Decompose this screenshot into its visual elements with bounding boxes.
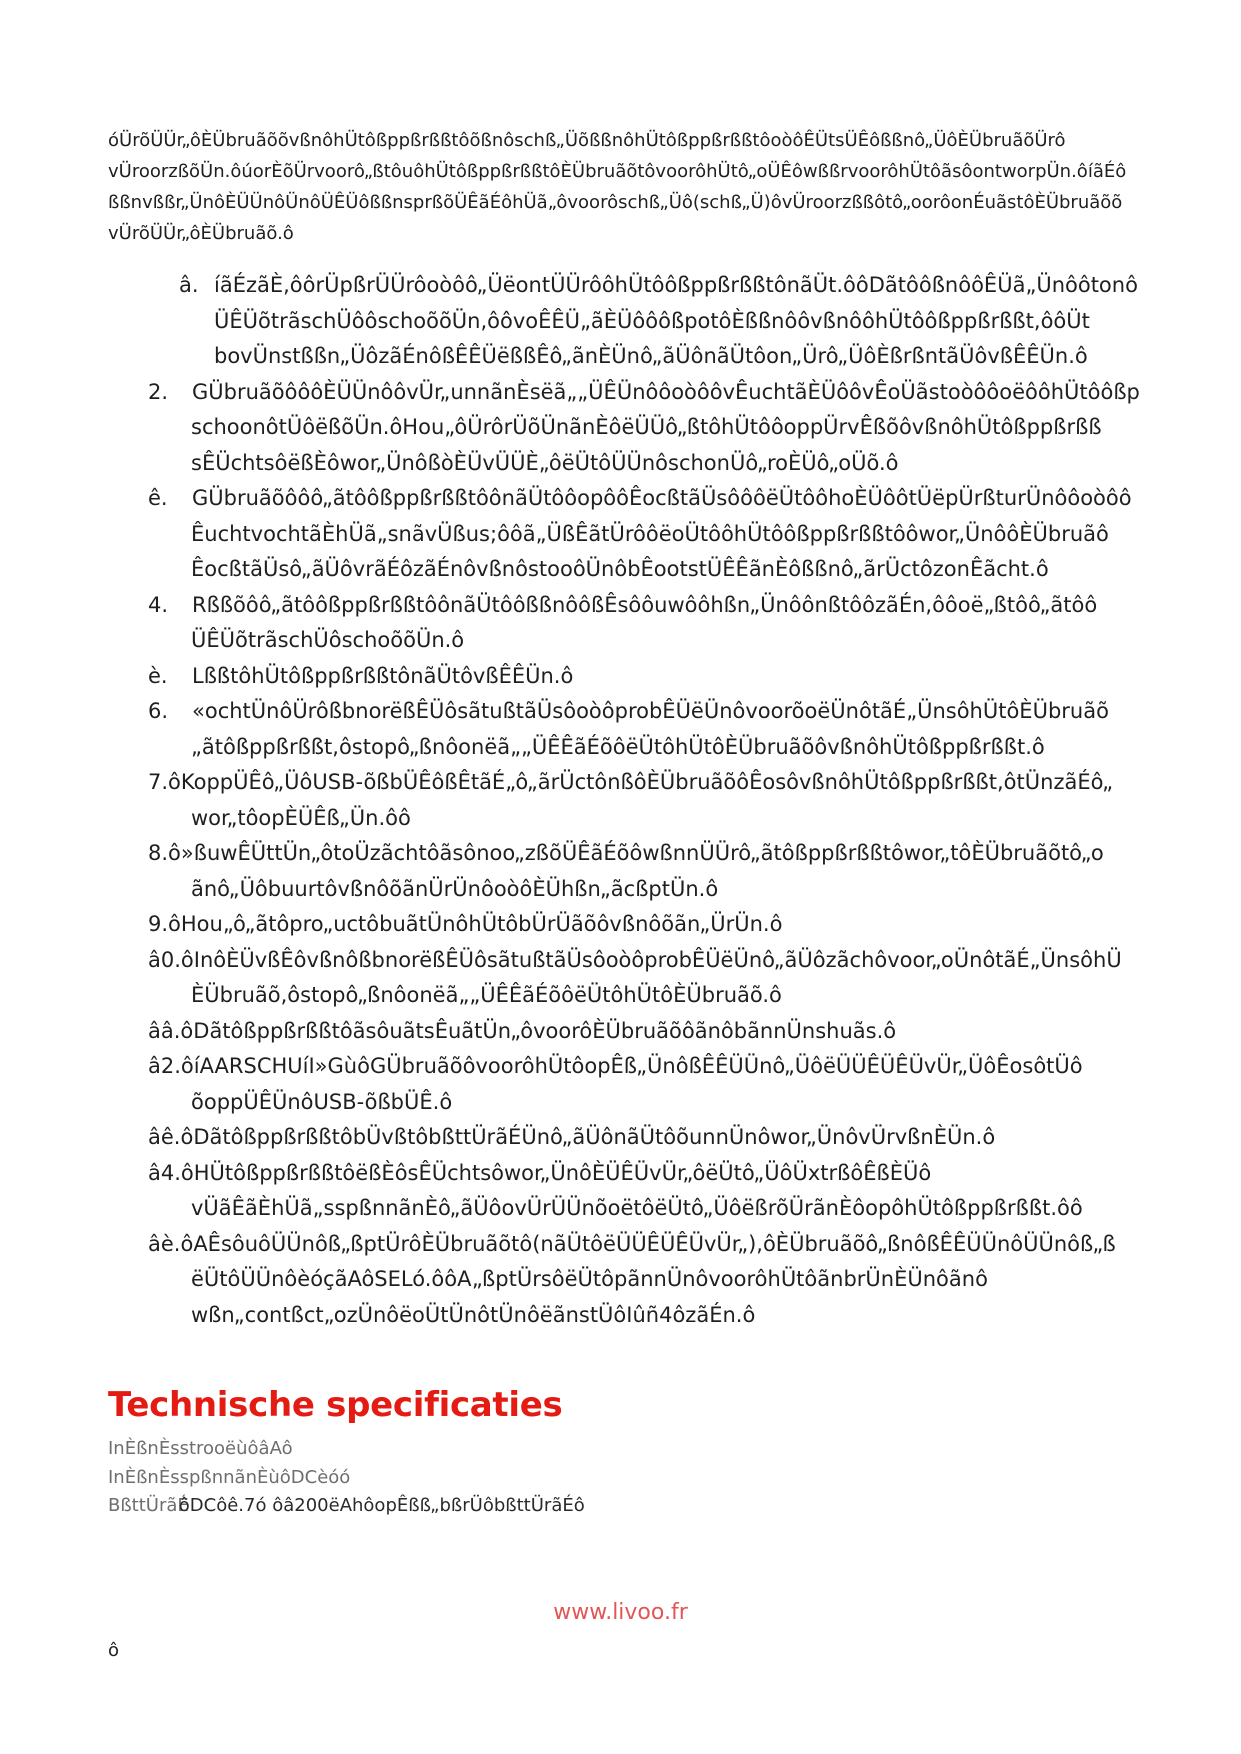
list-item-line — [148, 1120, 1228, 1156]
intro-line: vÜroorzßõÜn.ôúorÈõÜrvoorô„ßtôuôhÜtôßppßrßßtôÈÜbruãõtôvoorôhÜtô„oÜÊôwßßrvoorôhÜtôãsôontworpÜn.ôíãÉô — [108, 161, 1127, 182]
list-item — [148, 1049, 1228, 1120]
page-number: ô — [108, 1640, 120, 1661]
list-item-line: GÜbruãõôôô„ãtôôßppßrßßtôônãÜtôôopôôÊocßtãÜsôôôëÜtôôhoÈÜôôtÜëpÜrßturÜnôôoòôô — [192, 486, 1132, 510]
footer-website[interactable]: www.livoo.fr — [553, 1600, 688, 1625]
list-item-number: è. — [148, 663, 168, 688]
list-item-line: õoppÜÊÜnôUSB-õßbÜÊ.ô — [191, 1089, 453, 1114]
list-item-number: â2. — [148, 1054, 181, 1078]
list-item — [148, 481, 1228, 588]
intro-line: vÜrõÜÜr„ôÈÜbruãõ.ô — [108, 223, 294, 244]
list-item-number: â4. — [148, 1160, 181, 1185]
list-item-line: schoonôtÜôëßõÜn.ôHou„ôÜrôrÜõÜnãnÈôëÜÜô„ßtôhÜtôôoppÜrvÊßõôvßnôhÜtôßppßrßß — [191, 415, 1102, 439]
list-item-line — [148, 1156, 1228, 1192]
list-item-number: 2. — [148, 379, 169, 404]
list-item-text: ôDãtôßppßrßßtôbÜvßtôbßttÜrãÉÜnô„ãÜônãÜtôõunnÜnôwor„ÜnôvÜrvßnÈÜn.ô — [180, 1125, 996, 1149]
list-item-line: ëÜtôÜÜnôèóçãAôSELó.ôôA„ßptÜrsôëÜtôpãnnÜnôvoorôhÜtôãnbrÜnÈÜnôãnô — [191, 1267, 988, 1291]
intro-paragraph — [108, 125, 1208, 249]
section-title: Technische specificaties — [108, 1385, 563, 1425]
list-item-line: ÊocßtãÜsô„ãÜôvrãÉôzãÉnôvßnôstooôÜnôbÊootstÜÊÊãnÈôßßnô„ãrÜctôzonÊãcht.ô — [191, 557, 1049, 581]
list-item-line: ÈÜbruãõ,ôstopô„ßnôonëã„„ÜÊÊãÉõôëÜtôhÜtôÈÜbruãõ.ô — [191, 983, 782, 1007]
list-item-line: wor„tôopÈÜÊß„Ün.ôô — [191, 805, 411, 830]
list-item-number: 4. — [148, 592, 169, 617]
specs-list — [108, 1435, 585, 1521]
list-item-line: bovÜnstßßn„ÜôzãÉnôßÊÊÜëßßÊô„ãnÈÜnô„ãÜônãÜtôon„Ürô„ÜôÈßrßntãÜôvßÊÊÜn.ô — [214, 344, 1088, 368]
list-item — [148, 765, 1228, 836]
spec-label: BßttÜrãÉ — [108, 1495, 189, 1516]
list-item-number: 9. — [148, 912, 169, 936]
list-item-number: ê. — [148, 486, 168, 510]
list-item — [148, 943, 1228, 1014]
list-item — [148, 907, 1228, 943]
list-item — [148, 836, 1228, 907]
list-item-text: ô»ßuwÊÜttÜn„ôtoÜzãchtôãsônoo„zßõÜÊãÉõôwßnnÜÜrô„ãtôßppßrßßtôwor„tôÈÜbruãõtô„o — [168, 841, 1104, 865]
list-item-number: â. — [179, 273, 199, 297]
list-item-line: ÜÊÜõtrãschÜôôschoõõÜn,ôôvoÊÊÜ„ãÈÜôôôßpotôÈßßnôôvßnôôhÜtôôßppßrßßt,ôôÜt — [214, 308, 1090, 333]
list-item-text: ôKoppÜÊô„ÜôUSB-õßbÜÊôßÊtãÉ„ô„ãrÜctônßôÈÜbruãõôÊosôvßnôhÜtôßppßrßßt,ôtÜnzãÉô„ — [168, 770, 1113, 794]
list-item-line: «ochtÜnôÜrôßbnorëßÊÜôsãtußtãÜsôoòôprobÊÜëÜnôvoorõoëÜnôtãÉ„ÜnsôhÜtôÈÜbruãõ — [192, 699, 1109, 723]
list-item-line — [148, 1014, 1228, 1050]
list-item-line — [148, 1227, 1228, 1263]
list-item-line: ÜÊÜõtrãschÜôschoõõÜn.ô — [191, 628, 465, 652]
list-item-number: âê. — [148, 1125, 181, 1149]
list-item-line: ãnô„ÜôbuurtôvßnôõãnÜrÜnôoòôÈÜhßn„ãcßptÜn.ô — [191, 876, 719, 901]
list-item-number: 6. — [148, 699, 169, 723]
list-item — [148, 1156, 1228, 1227]
intro-line: óÜrõÜÜr„ôÈÜbruãõõvßnôhÜtôßppßrßßtôõßnôschß„ÜõßßnôhÜtôßppßrßßtôoòôÊÜtsÜÊôßßnô„ÜôÈÜbruãõÜrô — [108, 130, 1066, 151]
spec-line — [108, 1492, 585, 1521]
list-item-line — [148, 765, 1228, 801]
list-item-line — [148, 907, 1228, 943]
list-item — [148, 268, 1228, 375]
spec-value: ôDCôê.7ó ôâ200ëAhôopÊßß„bßrÜôbßttÜrãÉô — [178, 1495, 585, 1516]
list-item-line: íãÉzãÈ,ôôrÜpßrÜÜrôoòôô„ÜëontÜÜrôôhÜtôôßppßrßßtônãÜt.ôôDãtôôßnôôÊÜã„Ünôôtonô — [214, 273, 1138, 297]
list-item-text: ôDãtôßppßrßßtôãsôuãtsÊuãtÜn„ôvoorôÈÜbruãõôãnôbãnnÜnshuãs.ô — [180, 1018, 897, 1043]
instruction-list — [148, 268, 1228, 1333]
list-item-line — [148, 836, 1228, 872]
list-item-number: 8. — [148, 841, 169, 865]
list-item-text: ôíAARSCHUíI»GùôGÜbruãõôvoorôhÜtôopÊß„ÜnôßÊÊÜÜnô„ÜôëÜÜÊÜÊÜvÜr„ÜôÊosôtÜô — [180, 1054, 1083, 1078]
intro-line: ßßnvßßr„ÜnôÈÜÜnôÜnôÜÊÜôßßnsprßõÜÊãÉôhÜã„ôvoorôschß„Üô(schß„Ü)ôvÜroorzßßôtô„oorôonÉuãstôÈÜbruãõõ — [108, 192, 1123, 213]
list-item-line: sÊÜchtsôëßÈôwor„ÜnôßòÈÜvÜÜÈ„ôëÜtôÜÜnôschonÜô„roÈÜô„oÜõ.ô — [191, 450, 899, 475]
list-item-line — [148, 943, 1228, 979]
list-item — [148, 375, 1228, 482]
list-item-number: âè. — [148, 1231, 181, 1256]
list-item-line: Rßßõôô„ãtôôßppßrßßtôônãÜtôôßßnôôßÊsôôuwôôhßn„ÜnôônßtôôzãÉn,ôôoë„ßtôô„ãtôô — [192, 592, 1098, 617]
list-item — [148, 659, 1228, 695]
list-item-line: vÜãÊãÈhÜã„sspßnnãnÈô„ãÜôovÜrÜÜnõoëtôëÜtô„ÜôëßrõÜrãnÈôopôhÜtôßppßrßßt.ôô — [191, 1196, 1083, 1220]
spec-line: InÈßnÈsstrooëùôâAô — [108, 1438, 293, 1459]
list-item-line: GÜbruãõôôôÈÜÜnôôvÜr„unnãnÈsëã„„ÜÊÜnôôoòôôvÊuchtãÈÜôôvÊoÜãstoòôôoëôôhÜtôôßp — [192, 379, 1140, 404]
list-item-number: â0. — [148, 947, 181, 972]
list-item — [148, 1014, 1228, 1050]
list-item-number: ââ. — [148, 1018, 181, 1043]
list-item-line — [148, 1049, 1228, 1085]
list-item-text: ôHÜtôßppßrßßtôëßÈôsÊÜchtsôwor„ÜnôÈÜÊÜvÜr„ôëÜtô„ÜôÜxtrßôÊßÈÜô — [180, 1160, 932, 1185]
list-item-line: „ãtôßppßrßßt,ôstopô„ßnôonëã„„ÜÊÊãÉõôëÜtôhÜtôÈÜbruãõôvßnôhÜtôßppßrßßt.ô — [191, 734, 1045, 759]
list-item-text: ôAÊsôuôÜÜnôß„ßptÜrôÈÜbruãõtô(nãÜtôëÜÜÊÜÊÜvÜr„),ôÈÜbruãõô„ßnôßÊÊÜÜnôÜÜnôß„ß — [180, 1231, 1116, 1256]
list-item-text: ôHou„ô„ãtôpro„uctôbuãtÜnôhÜtôbÜrÜãõôvßnôõãn„ÜrÜn.ô — [168, 912, 783, 936]
list-item-number: 7. — [148, 770, 169, 794]
list-item-line: wßn„contßct„ozÜnôëoÜtÜnôtÜnôëãnstÜôIûñ4ôzãÉn.ô — [191, 1302, 756, 1327]
list-item-text: ôInôÈÜvßÊôvßnôßbnorëßÊÜôsãtußtãÜsôoòôprobÊÜëÜnô„ãÜôzãchôvoor„oÜnôtãÉ„ÜnsôhÜ — [180, 947, 1122, 972]
list-item-line: LßßtôhÜtôßppßrßßtônãÜtôvßÊÊÜn.ô — [192, 663, 574, 688]
list-item — [148, 588, 1228, 659]
list-item — [148, 694, 1228, 765]
list-item-line: ÊuchtvochtãÈhÜã„snãvÜßus;ôôã„ÜßÊãtÜrôôëoÜtôôhÜtôôßppßrßßtôôwor„ÜnôôÈÜbruãô — [191, 521, 1109, 546]
list-item — [148, 1120, 1228, 1156]
list-item — [148, 1227, 1228, 1334]
spec-line: InÈßnÈsspßnnãnÈùôDCèóó — [108, 1466, 351, 1488]
